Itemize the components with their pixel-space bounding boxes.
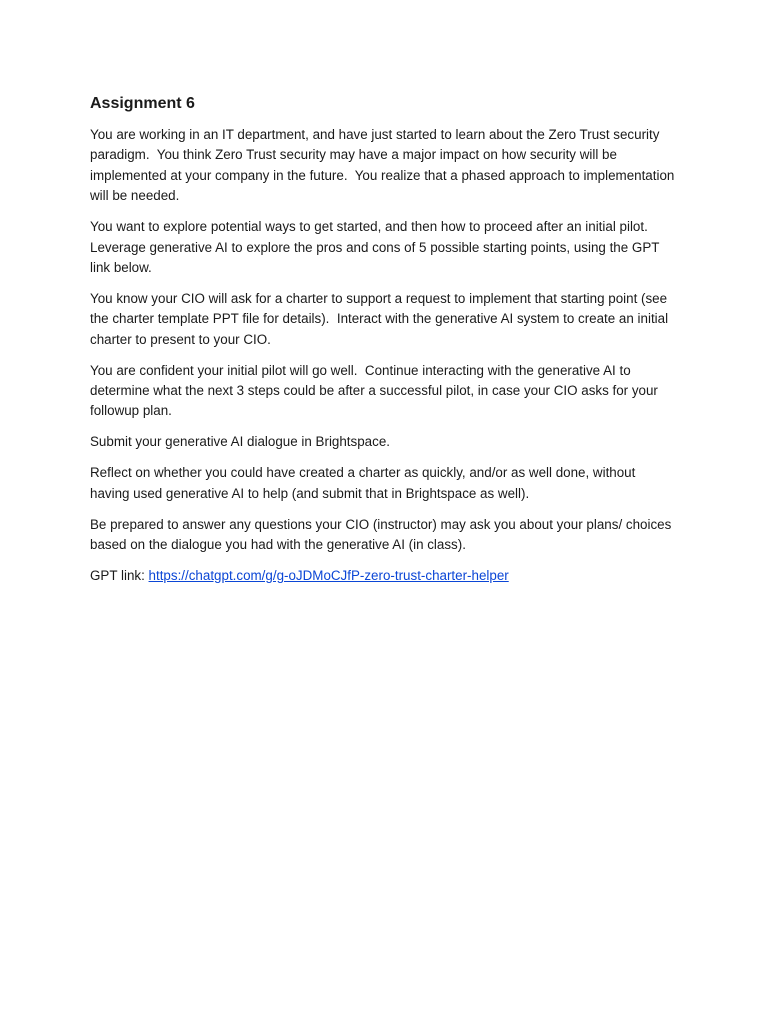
- paragraph-prepare: Be prepared to answer any questions your CIO (instructor) may ask you about your plans/ choices based on the dialogue you had with the generative AI (in class).: [90, 516, 676, 552]
- paragraph-charter: You know your CIO will ask for a charter to support a request to implement that starting point (see the charter template PPT file for details). Interact with the generative AI system to create an initial charter to present to your CIO.: [90, 290, 672, 347]
- paragraph-next-steps: You are confident your initial pilot will go well. Continue interacting with the generative AI to determine what the next 3 steps could be after a successful pilot, in case your CIO asks for your followup plan.: [90, 362, 662, 419]
- paragraph-reflect: Reflect on whether you could have created a charter as quickly, and/or as well done, without having used generative AI to help (and submit that in Brightspace as well).: [90, 465, 640, 501]
- paragraph-explore: You want to explore potential ways to get started, and then how to proceed after an initial pilot. Leverage generative AI to explore the pros and cons of 5 possible starting points, using the GPT link below.: [90, 219, 663, 275]
- gpt-link-line: [90, 566, 678, 586]
- gpt-link[interactable]: https://chatgpt.com/g/g-oJDMoCJfP-zero-trust-charter-helper: [148, 567, 509, 583]
- gpt-link-label: GPT link:: [90, 567, 149, 583]
- paragraph-submit: Submit your generative AI dialogue in Brightspace.: [90, 434, 390, 450]
- document-page: [90, 92, 678, 597]
- paragraph-intro: You are working in an IT department, and have just started to learn about the Zero Trust security paradigm. You think Zero Trust security may have a major impact on how security will be implemented at your company in the future. You realize that a phased approach to implementation will be needed.: [90, 127, 679, 204]
- document-title: Assignment 6: [90, 95, 195, 112]
